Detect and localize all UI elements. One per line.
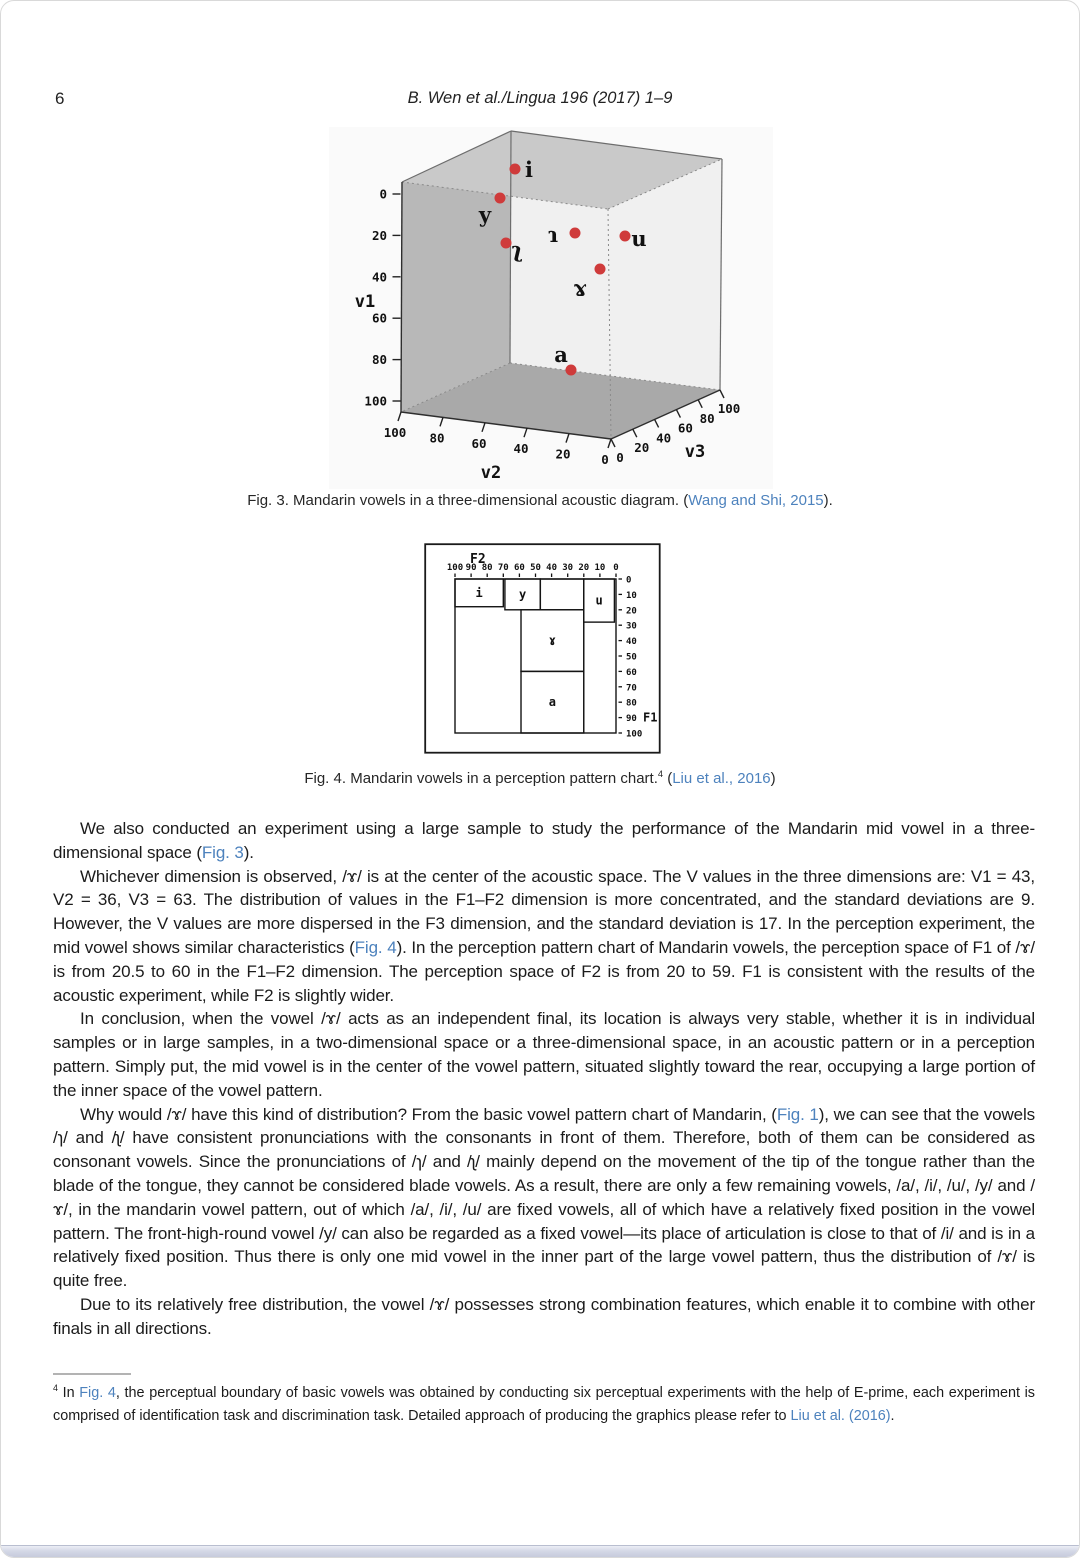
text-segment: Whichever dimension is observed, /ɤ/ is at the center of the acoustic space. The V values in the three dimensions are: V1 = 43, V2 = 36, V3 = 63. The distribution of values in the F1–F2 dimension is more concentrated, and the standard deviations are 9. However, the V values are more dispersed in the F3 dimension, and the standard deviation is 17. In the perception experiment, the mid vowel shows similar characteristics ( [53, 866, 1035, 957]
footnote-block [53, 1373, 1035, 1427]
paragraph [53, 865, 1035, 1008]
citation-link[interactable]: Fig. 4 [79, 1385, 116, 1401]
f1-tick-label: 60 [626, 667, 637, 678]
vowel-region-label: ɤ [548, 633, 557, 648]
footnote-rule [53, 1373, 131, 1375]
v2-tick-label: 40 [513, 441, 529, 457]
citation-link[interactable]: Wang and Shi, 2015 [688, 492, 824, 509]
text-segment: , the perceptual boundary of basic vowels was obtained by conducting six perceptual experiments with the help of E-prime, each experiment is comprised of identification task and discrimination task. Detailed approach of producing the graphics please refer to [53, 1385, 1035, 1424]
f2-axis-label: F2 [470, 552, 486, 567]
f2-tick-label: 20 [578, 563, 590, 573]
v2-tick-label: 80 [429, 430, 445, 446]
f2-tick-label: 100 [446, 563, 464, 573]
figure-4-perception-chart [424, 543, 661, 754]
v2-axis-label: v2 [480, 463, 502, 483]
paragraph [53, 1103, 1035, 1293]
f1-tick-label: 10 [626, 590, 637, 601]
v3-tick-label: 0 [616, 450, 624, 465]
vowel-point-label: u [631, 226, 647, 251]
f1-tick-label: 80 [626, 698, 637, 709]
page-number: 6 [55, 89, 65, 108]
viewer-bottom-bar [1, 1545, 1079, 1557]
figure-3-3d-scatter [329, 127, 773, 497]
v3-tick-label: 80 [699, 410, 715, 426]
v1-tick-label: 80 [371, 352, 387, 368]
text-segment: Why would /ɤ/ have this kind of distribution? From the basic vowel pattern chart of Mandarin, ( [80, 1104, 777, 1124]
v1-tick-label: 100 [364, 393, 387, 409]
f1-tick-label: 0 [626, 575, 632, 586]
v1-tick-label: 0 [379, 186, 387, 202]
v1-tick-label: 40 [371, 269, 387, 285]
v2-tick-label: 20 [555, 446, 571, 462]
vowel-point [570, 228, 581, 239]
f1-tick-label: 100 [626, 729, 643, 740]
figure-3-caption [1, 492, 1079, 509]
f1-tick-label: 20 [626, 606, 637, 617]
text-segment: 4 [657, 769, 664, 779]
vowel-region-label: y [519, 587, 527, 602]
vowel-point-label: i [525, 157, 533, 182]
vowel-region-label: u [595, 593, 603, 608]
vowel-point-label: y [478, 202, 492, 227]
f2-tick-label: 70 [497, 563, 509, 573]
citation-link[interactable]: Fig. 4 [354, 937, 397, 957]
f1-tick-label: 30 [626, 621, 637, 632]
vowel-point [495, 193, 506, 204]
f2-tick-label: 10 [594, 563, 606, 573]
v1-tick-label: 60 [371, 310, 387, 326]
v3-tick-label: 20 [634, 440, 650, 456]
v2-tick-label: 100 [383, 425, 407, 440]
figure-4-caption [1, 770, 1079, 787]
paragraph [53, 1007, 1035, 1102]
f2-tick-label: 30 [562, 563, 574, 573]
text-segment: ), we can see that the vowels /ɿ/ and /ʅ/ have consistent pronunciations with the consonants in front of them. Therefore, both of them can be considered as consonant vowels. Since the pronunciations of /ɿ/ and /ʅ/ mainly depend on the movement of the tip of the tongue rather than the blade of the tongue, they cannot be considered blade vowels. As a result, there are only a few remaining vowels, /a/, /i/, /u/, /y/ and /ɤ/, in the mandarin vowel pattern, out of which /a/, /i/, /u/ are fixed vowels, all of which have a relatively fixed position in the vowel pattern. The front-high-round vowel /y/ can also be regarded as a fixed vowel—its place of articulation is close to that of /i/ and is in a relatively fixed position. Thus there is only one mid vowel in the inner part of the large vowel pattern, thus the distribution of /ɤ/ is quite free. [53, 1104, 1035, 1291]
v1-tick-label: 20 [371, 227, 387, 243]
f2-tick-label: 80 [481, 563, 493, 573]
v3-tick-label: 60 [677, 420, 693, 436]
v2-tick-label: 0 [601, 452, 609, 467]
text-segment: ). [823, 492, 833, 509]
text-segment: In [57, 1385, 80, 1401]
v1-axis-label: v1 [354, 292, 376, 312]
vowel-point [595, 264, 606, 275]
vowel-point-label: ʅ [511, 237, 523, 262]
text-segment: ). [243, 842, 254, 862]
fig4-frame [425, 544, 660, 753]
vowel-point-label: ɤ [573, 275, 587, 300]
f1-tick-label: 90 [626, 714, 637, 725]
f2-tick-label: 40 [546, 563, 558, 573]
v2-tick-label: 60 [471, 435, 487, 451]
article-body [53, 817, 1035, 1341]
text-segment: . [890, 1407, 895, 1424]
vowel-point-label: ɿ [547, 222, 559, 247]
text-segment: 4 [53, 1383, 58, 1394]
text-segment: Fig. 3. Mandarin vowels in a three-dimensional acoustic diagram. ( [247, 492, 689, 509]
f2-tick-label: 50 [530, 563, 541, 573]
paragraph [53, 1293, 1035, 1341]
citation-link[interactable]: Liu et al., 2016 [672, 770, 771, 787]
vowel-region-label: a [548, 695, 557, 710]
text-segment: In conclusion, when the vowel /ɤ/ acts as an independent final, its location is always very stable, whether it is in individual samples or in large samples, in a two-dimensional space or a three-dimensional space, in an acoustic pattern or in a perception pattern. Simply put, the mid vowel is in the center of the vowel pattern, situated slightly toward the rear, occupying a large portion of the inner space of the vowel pattern. [53, 1009, 1035, 1100]
text-segment: We also conducted an experiment using a large sample to study the performance of the Mandarin mid vowel in a three-dimensional space ( [53, 819, 1035, 862]
f1-tick-label: 50 [626, 652, 637, 663]
citation-link[interactable]: Liu et al. (2016) [790, 1407, 891, 1424]
vowel-point-label: a [554, 342, 568, 367]
f1-tick-label: 70 [626, 683, 637, 694]
citation-link[interactable]: Fig. 3 [201, 842, 244, 862]
fig3-svg [329, 127, 773, 497]
v3-tick-label: 100 [717, 401, 741, 416]
v3-axis-label: v3 [684, 442, 706, 462]
f2-tick-label: 0 [613, 563, 619, 573]
citation-link[interactable]: Fig. 1 [776, 1104, 819, 1124]
footnote-text [53, 1382, 1035, 1427]
vowel-point [501, 238, 512, 249]
text-segment: ). In the perception pattern chart of Mandarin vowels, the perception space of F1 of /ɤ/ is from 20.5 to 60 in the F1–F2 dimension. The perception space of F2 is from 20 to 59. F1 is consistent with the results of the acoustic experiment, while F2 is slightly wider. [53, 937, 1035, 1005]
vowel-region-label: i [475, 585, 483, 600]
v3-tick-label: 40 [656, 430, 672, 446]
vowel-point [510, 164, 521, 175]
fig4-svg [424, 543, 661, 754]
f1-axis-label: F1 [643, 710, 658, 725]
text-segment: ) [770, 770, 776, 787]
running-head: B. Wen et al./Lingua 196 (2017) 1–9 [407, 89, 673, 107]
text-segment: Due to its relatively free distribution, the vowel /ɤ/ possesses strong combination features, which enable it to combine with other finals in all directions. [53, 1294, 1035, 1338]
text-segment: Fig. 4. Mandarin vowels in a perception pattern chart. [304, 770, 658, 787]
f2-tick-label: 90 [465, 563, 477, 573]
text-segment: ( [663, 770, 673, 787]
f1-tick-label: 40 [626, 637, 637, 648]
f2-tick-label: 60 [513, 563, 525, 573]
vowel-point [620, 231, 631, 242]
paragraph [53, 817, 1035, 865]
